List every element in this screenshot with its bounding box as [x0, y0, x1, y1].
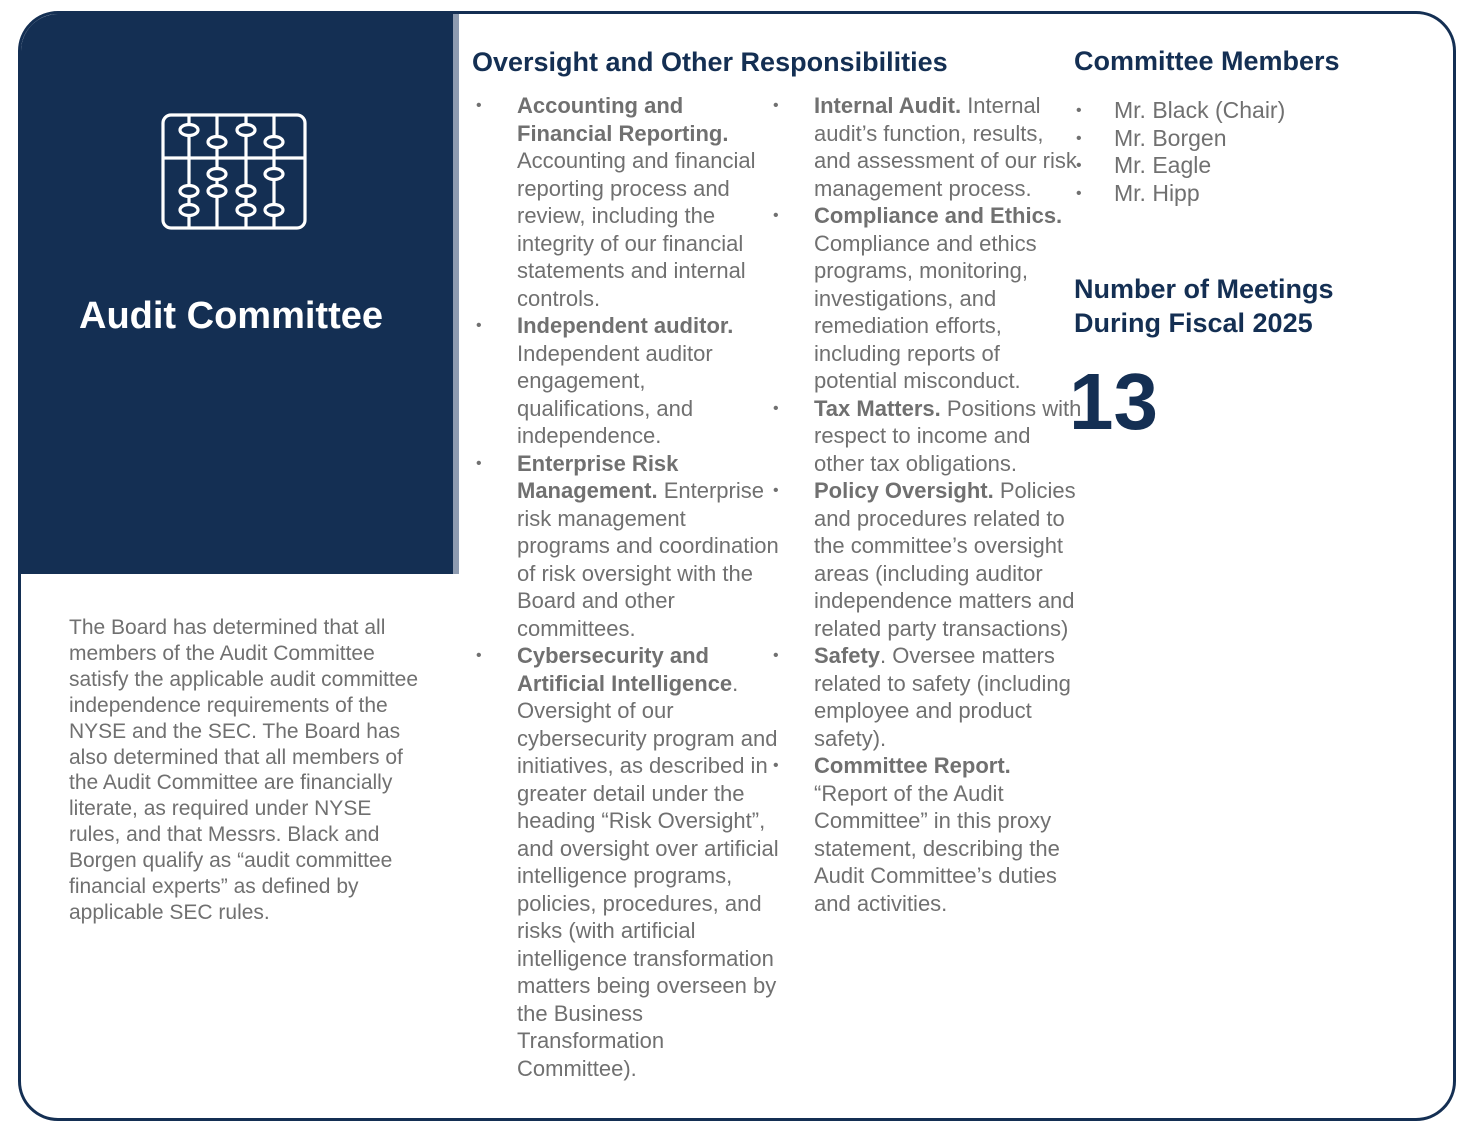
item-title: Tax Matters. — [814, 395, 941, 421]
list-item — [770, 477, 1082, 642]
list-item — [770, 642, 1082, 752]
list-item — [770, 752, 1082, 917]
member-name: Mr. Eagle — [1114, 152, 1212, 178]
oversight-heading: Oversight and Other Responsibilities — [472, 47, 948, 77]
list-item — [473, 92, 783, 312]
independence-note: The Board has determined that all members of the Audit Committee satisfy the applicable audit committee independence requirements of the NYSE and the SEC. The Board has also determined that all members of the Audit Committee are financially literate, as required under NYSE rules, and that Messrs. Black and Borgen qualify as “audit committee financial experts” as defined by applicable SEC rules. — [69, 616, 419, 924]
committee-header-panel — [21, 14, 453, 574]
list-item — [770, 395, 1082, 478]
item-title: Internal Audit. — [814, 93, 962, 118]
list-item — [770, 92, 1082, 202]
bullet-icon: • — [773, 207, 779, 224]
responsibilities-column-b — [770, 92, 1082, 917]
item-text: Enterprise risk management programs and coordination of risk oversight with the Board and other committees. — [517, 478, 779, 641]
item-text: . Oversight of our cybersecurity program and initiatives, as described in greater detail under the heading “Risk Oversight”, and oversight over artificial intelligence programs, policies, procedures, and risks (with artificial intelligence transformation matters being overseen by the Business Transformation Committee). — [517, 670, 779, 1081]
member-name: Mr. Borgen — [1114, 124, 1227, 151]
member-item — [1074, 180, 1285, 208]
bullet-icon: • — [773, 97, 779, 114]
member-name: Mr. Black (Chair) — [1114, 97, 1286, 123]
committee-title: Audit Committee — [79, 295, 383, 337]
bullet-icon: • — [1076, 102, 1082, 119]
bullet-icon: • — [476, 647, 482, 664]
member-item — [1074, 125, 1285, 153]
audit-committee-card — [18, 11, 1456, 1121]
member-item — [1074, 152, 1285, 180]
meetings-heading: Number of Meetings During Fiscal 2025 — [1074, 274, 1334, 338]
bullet-icon: • — [773, 647, 779, 664]
abacus-icon — [161, 113, 307, 230]
list-item — [473, 450, 783, 643]
item-text: “Report of the Audit Committee” in this proxy statement, describing the Audit Committee’s duties and activities. — [814, 780, 1060, 916]
item-title: Enterprise Risk Management. — [517, 450, 679, 503]
bullet-icon: • — [476, 97, 482, 114]
bullet-icon: • — [773, 482, 779, 499]
item-title: Independent auditor. — [517, 313, 734, 338]
member-name: Mr. Hipp — [1114, 179, 1200, 206]
item-text: Independent auditor engagement, qualifications, and independence. — [517, 340, 713, 448]
item-text: Accounting and financial reporting process and review, including the integrity of our financial statements and internal controls. — [517, 148, 756, 311]
item-text: Policies and procedures related to the committee’s oversight areas (including auditor independence matters and related party transactions) — [814, 478, 1076, 641]
responsibilities-column-a — [473, 92, 783, 1082]
bullet-icon: • — [773, 757, 779, 774]
bullet-icon: • — [1076, 184, 1082, 202]
list-item — [473, 642, 783, 1082]
bullet-icon: • — [773, 399, 779, 417]
bullet-icon: • — [476, 454, 482, 472]
member-item — [1074, 97, 1285, 125]
item-title: Compliance and Ethics. — [814, 203, 1063, 228]
item-title: Accounting and Financial Reporting. — [517, 93, 729, 146]
item-title: Committee Report. — [814, 753, 1011, 778]
item-text: . Oversee matters related to safety (including employee and product safety). — [814, 643, 1071, 751]
item-title: Policy Oversight. — [814, 478, 994, 503]
members-list — [1074, 97, 1285, 207]
bullet-icon: • — [1076, 157, 1082, 174]
bullet-icon: • — [476, 317, 482, 334]
bullet-icon: • — [1076, 129, 1082, 147]
item-title: Cybersecurity and Artificial Intelligence — [517, 643, 733, 696]
item-text: Compliance and ethics programs, monitoring, investigations, and remediation efforts, including reports of potential misconduct. — [814, 230, 1037, 393]
item-text: Positions with respect to income and other tax obligations. — [814, 395, 1082, 476]
item-text: Internal audit’s function, results, and assessment of our risk management process. — [814, 93, 1077, 201]
list-item — [770, 202, 1082, 395]
item-title: Safety — [814, 643, 881, 668]
meetings-count: 13 — [1069, 357, 1158, 446]
panel-divider-stripe — [453, 14, 459, 574]
list-item — [473, 312, 783, 450]
members-heading: Committee Members — [1074, 46, 1340, 76]
